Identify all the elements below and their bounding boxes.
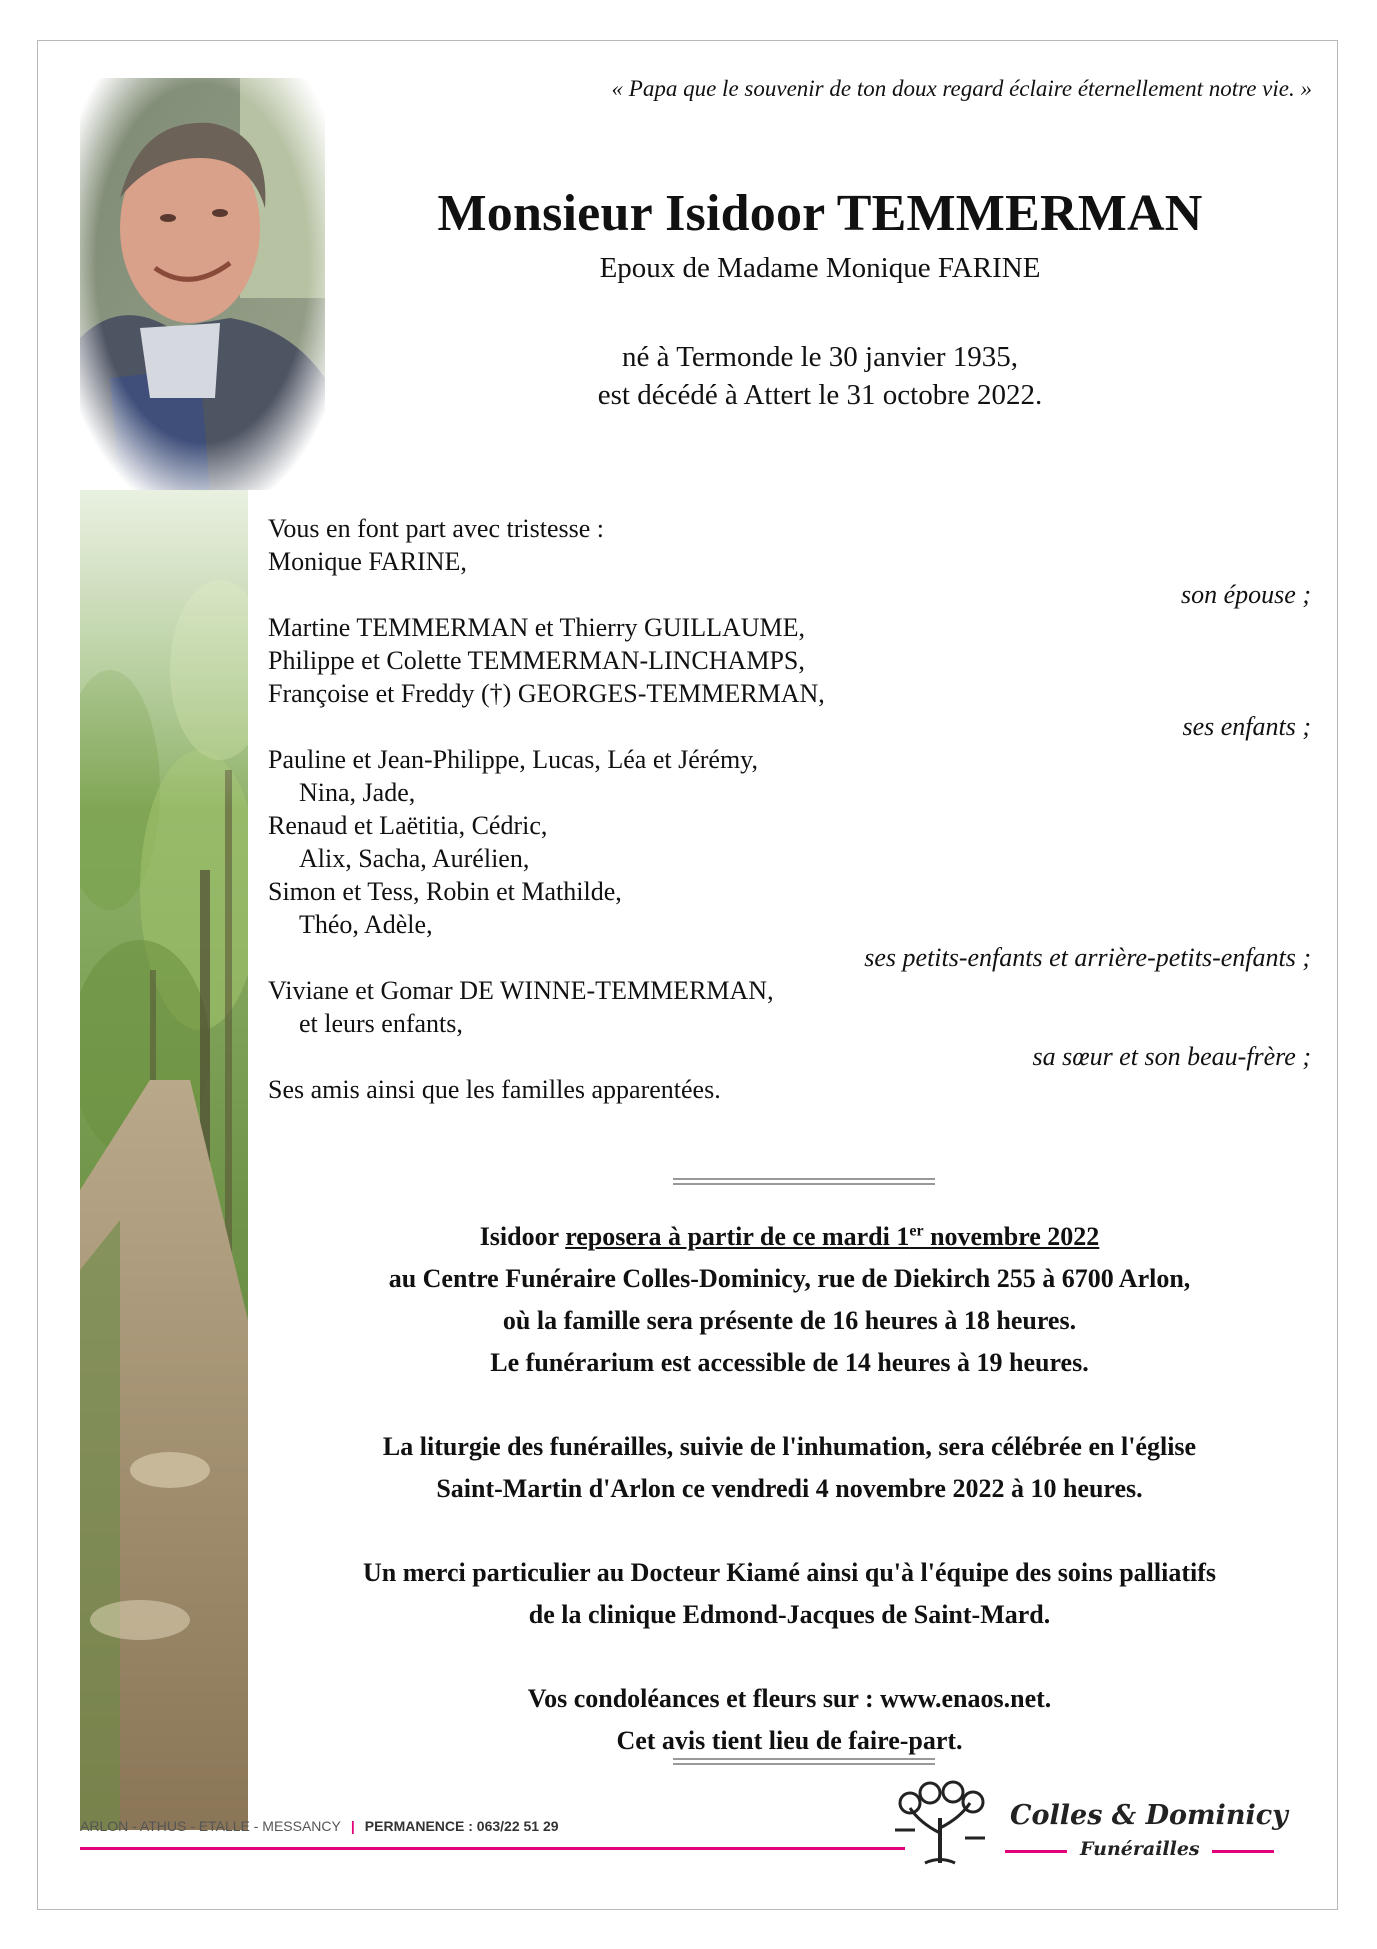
family-presence: où la famille sera présente de 16 heures à 18 heures. xyxy=(502,1306,1077,1335)
logo-subtitle: Funérailles xyxy=(1080,1838,1200,1860)
child-line: Philippe et Colette TEMMERMAN-LINCHAMPS, xyxy=(268,646,805,675)
children-role: ses enfants ; xyxy=(1182,712,1311,741)
death-line: est décédé à Attert le 31 octobre 2022. xyxy=(597,379,1043,411)
separator-double-rule xyxy=(673,1758,935,1765)
family-list xyxy=(268,512,1311,1106)
logo-rule-left xyxy=(1005,1850,1067,1853)
grandchildren-role: ses petits-enfants et arrière-petits-enfants ; xyxy=(864,943,1311,972)
sibling-children-line: et leurs enfants, xyxy=(299,1009,463,1038)
tree-logo-icon xyxy=(885,1778,995,1868)
thanks-line-1: Un merci particulier au Docteur Kiamé ainsi qu'à l'équipe des soins palliatifs xyxy=(363,1558,1216,1587)
grandchild-line: Nina, Jade, xyxy=(299,778,416,807)
sibling-line: Viviane et Gomar DE WINNE-TEMMERMAN, xyxy=(268,976,774,1005)
grandchild-line: Pauline et Jean-Philippe, Lucas, Léa et Jérémy, xyxy=(268,745,758,774)
rest-place: au Centre Funéraire Colles-Dominicy, rue de Diekirch 255 à 6700 Arlon, xyxy=(388,1264,1191,1293)
grandchild-line: Simon et Tess, Robin et Mathilde, xyxy=(268,877,622,906)
thanks-line-2: de la clinique Edmond-Jacques de Saint-Mard. xyxy=(528,1600,1051,1629)
logo-rule-right xyxy=(1212,1850,1274,1853)
logo-name: Colles & Dominicy xyxy=(1010,1800,1288,1831)
sibling-role: sa sœur et son beau-frère ; xyxy=(1032,1042,1311,1071)
spouse-name: Monique FARINE, xyxy=(268,547,467,576)
grandchild-line: Alix, Sacha, Aurélien, xyxy=(299,844,530,873)
family-intro: Vous en font part avec tristesse : xyxy=(268,514,604,543)
grandchild-line: Théo, Adèle, xyxy=(299,910,433,939)
child-line: Martine TEMMERMAN et Thierry GUILLAUME, xyxy=(268,613,806,642)
grandchild-line: Renaud et Laëtitia, Cédric, xyxy=(268,811,548,840)
footer-permanence: PERMANENCE : 063/22 51 29 xyxy=(364,1818,559,1834)
footer-locations: ARLON - ATHUS - ETALLE - MESSANCY xyxy=(80,1818,341,1834)
footer-contact xyxy=(80,1818,559,1834)
birth-death-dates xyxy=(320,338,1320,414)
rest-date: reposera à partir de ce mardi 1 xyxy=(565,1222,910,1251)
funeral-notice xyxy=(268,1216,1311,1762)
rest-date-tail: novembre 2022 xyxy=(930,1222,1100,1251)
deceased-name: Monsieur Isidoor TEMMERMAN xyxy=(437,185,1203,242)
faire-part-line: Cet avis tient lieu de faire-part. xyxy=(616,1726,963,1755)
rest-line xyxy=(268,1216,1311,1258)
footer-separator: | xyxy=(350,1818,355,1834)
portrait-photo xyxy=(80,78,325,490)
child-line: Françoise et Freddy (†) GEORGES-TEMMERMAN, xyxy=(268,679,825,708)
rest-date-sup: er xyxy=(909,1222,924,1240)
funerarium-access: Le funérarium est accessible de 14 heures à 19 heures. xyxy=(490,1348,1089,1377)
separator-double-rule xyxy=(673,1178,935,1185)
condolences-line: Vos condoléances et fleurs sur : www.enaos.net. xyxy=(527,1684,1052,1713)
birth-line: né à Termonde le 30 janvier 1935, xyxy=(621,341,1019,373)
epigraph-quote: « Papa que le souvenir de ton doux regard éclaire éternellement notre vie. » xyxy=(611,76,1312,101)
liturgy-line-2: Saint-Martin d'Arlon ce vendredi 4 novembre 2022 à 10 heures. xyxy=(436,1474,1143,1503)
footer-pink-rule xyxy=(80,1847,905,1850)
rest-name: Isidoor xyxy=(479,1222,559,1251)
spouse-role: son épouse ; xyxy=(1181,580,1311,609)
friends-line: Ses amis ainsi que les familles apparentées. xyxy=(268,1075,721,1104)
liturgy-line-1: La liturgie des funérailles, suivie de l'inhumation, sera célébrée en l'église xyxy=(382,1432,1197,1461)
spouse-line: Epoux de Madame Monique FARINE xyxy=(599,252,1041,284)
